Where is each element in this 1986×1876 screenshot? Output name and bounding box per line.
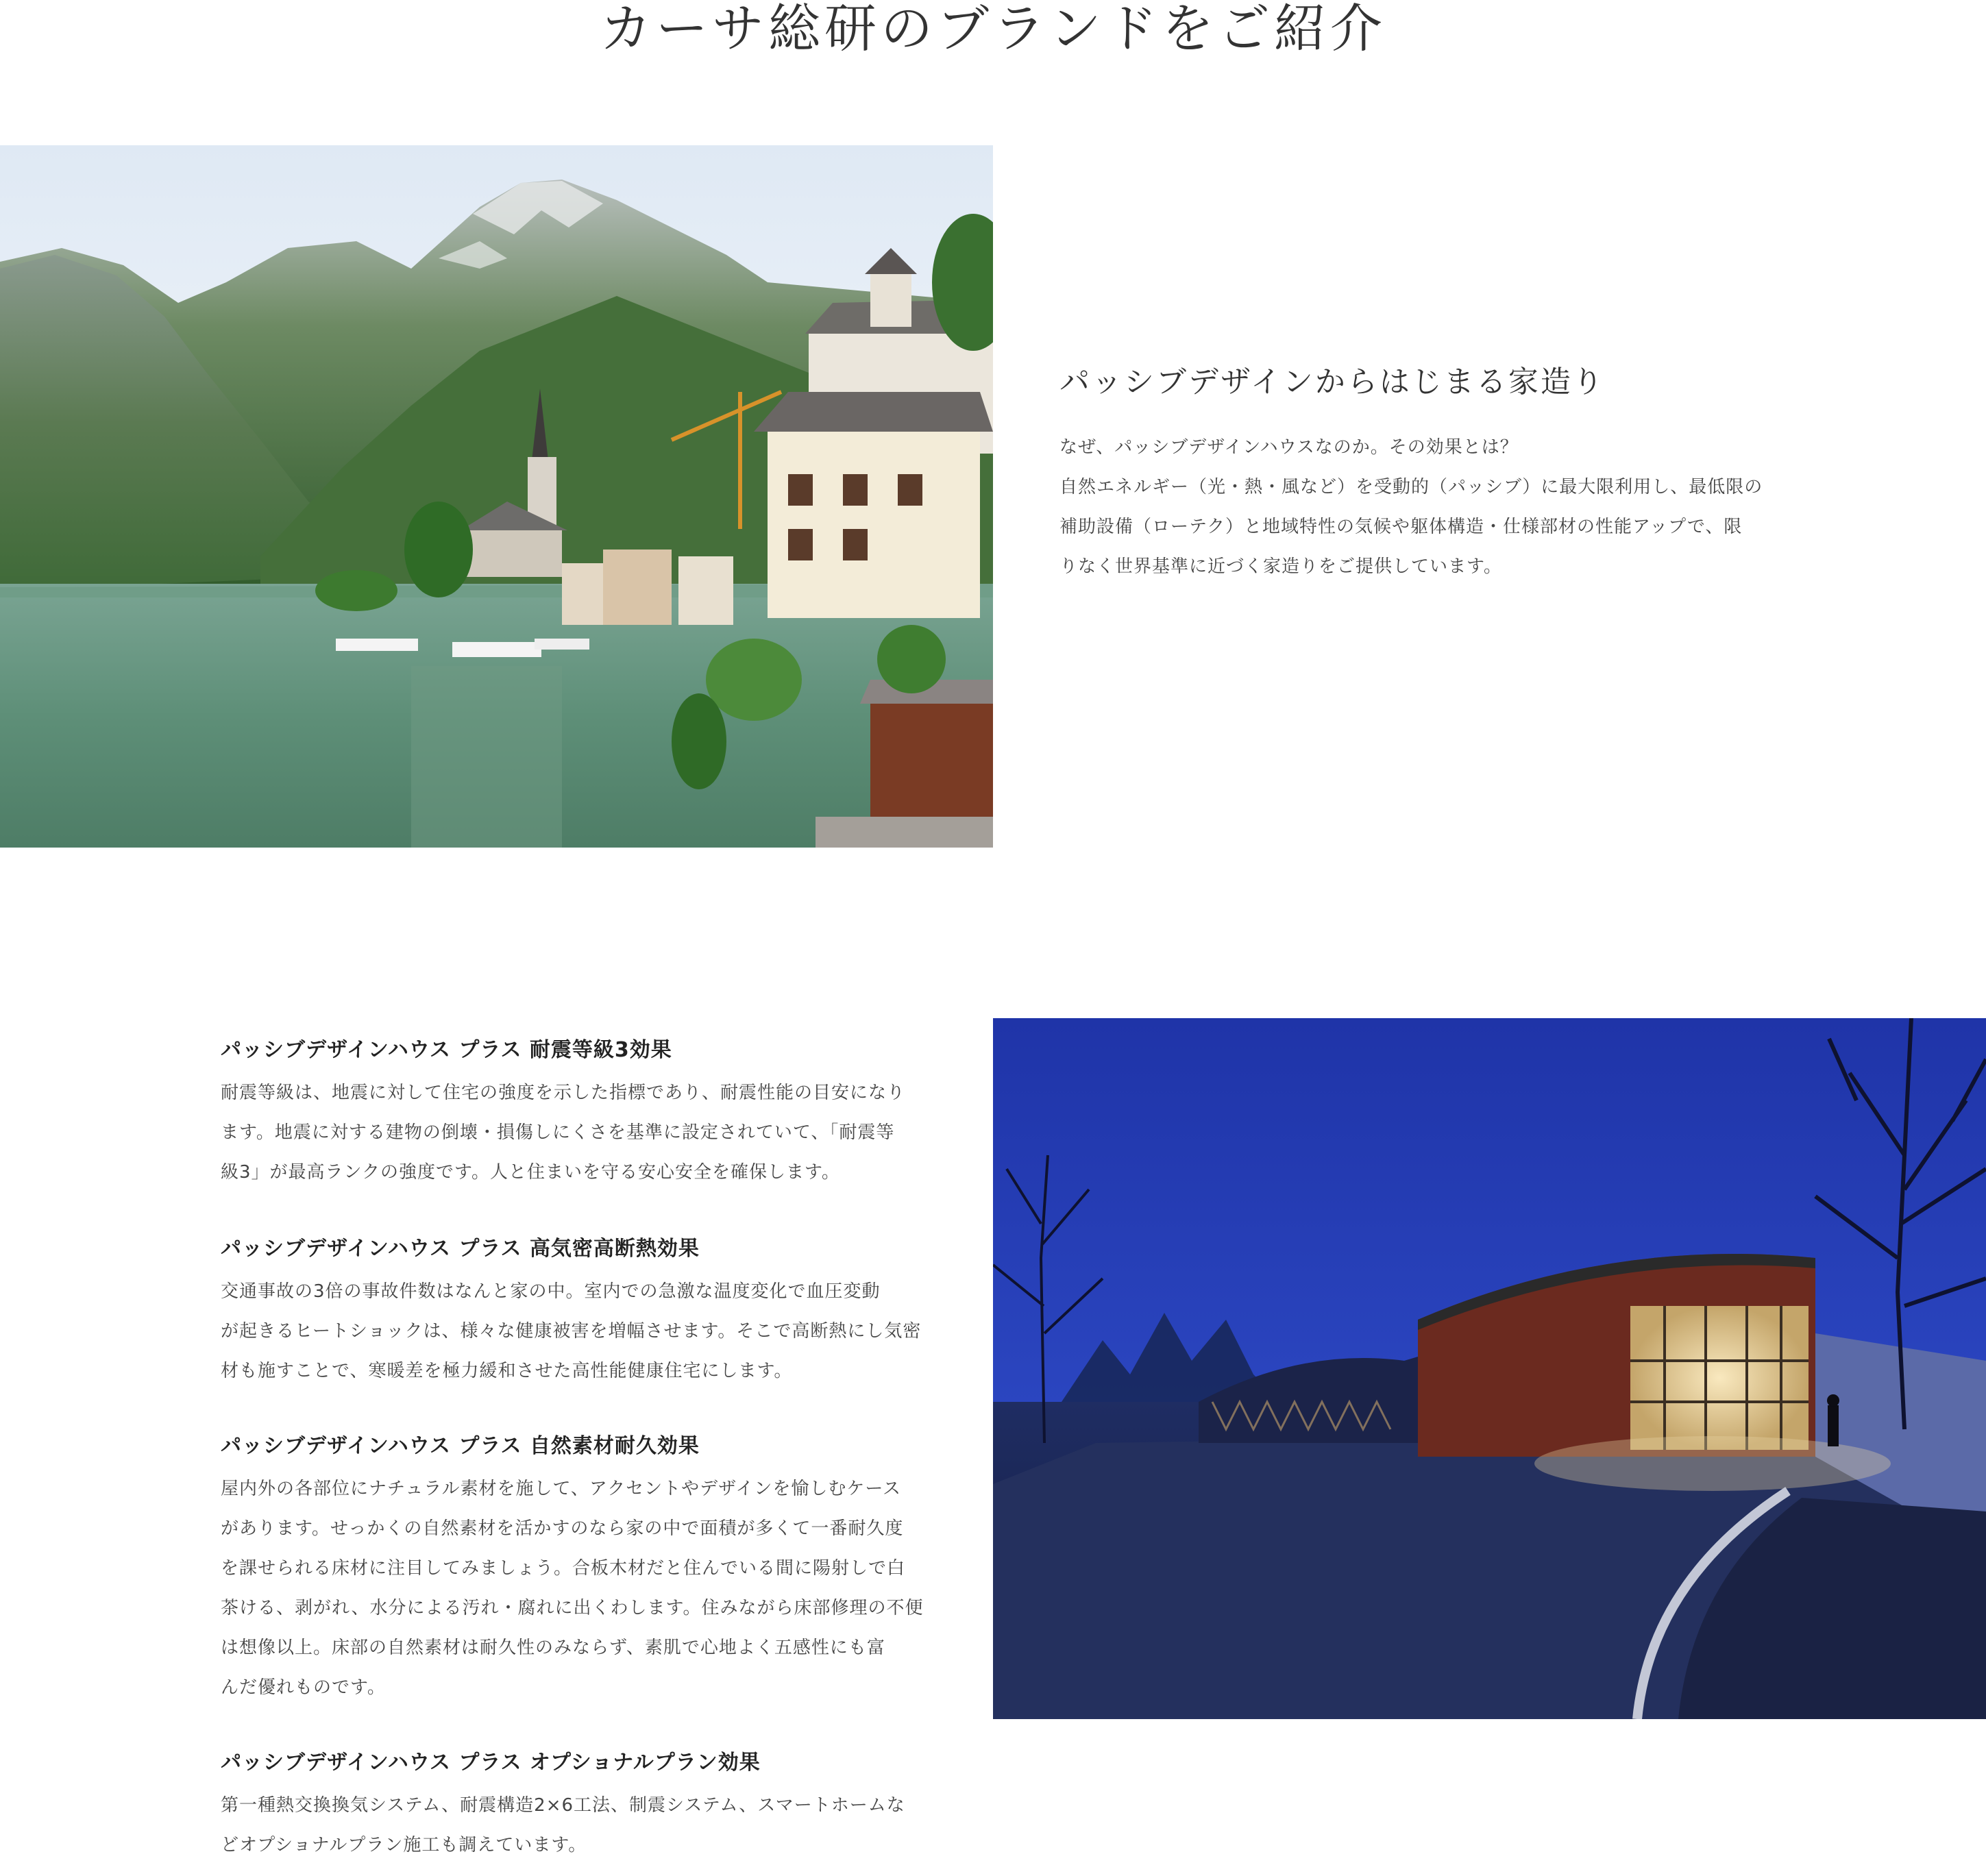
feature-body xyxy=(221,1073,905,1192)
feature-line: を課せられる床材に注目してみましょう。合板木材だと住んでいる間に陽射しで白 xyxy=(221,1558,906,1579)
feature-title: パッシブデザインハウス プラス 自然素材耐久効果 xyxy=(221,1434,700,1458)
passive-design-description xyxy=(1059,428,1786,587)
feature-body xyxy=(221,1272,921,1391)
feature-line: どオプショナルプラン施工も調えています。 xyxy=(221,1835,587,1855)
feature-title: パッシブデザインハウス プラス オプショナルプラン効果 xyxy=(221,1751,761,1775)
feature-line: が起きるヒートショックは、様々な健康被害を増幅させます。そこで高断熱にし気密 xyxy=(221,1321,922,1342)
feature-line: 耐震等級は、地震に対して住宅の強度を示した指標であり、耐震性能の目安になり xyxy=(221,1083,906,1103)
passive-line: 自然エネルギー（光・熱・風など）を受動的（パッシブ）に最大限利用し、最低限の xyxy=(1059,477,1763,497)
feature-line: ます。地震に対する建物の倒壊・損傷しにくさを基準に設定されていて、「耐震等 xyxy=(221,1122,895,1143)
passive-line: なぜ、パッシブデザインハウスなのか。その効果とは？ xyxy=(1059,437,1519,458)
feature-natural-materials xyxy=(221,1424,923,1707)
lake-village-photo xyxy=(0,145,993,848)
night-building-photo xyxy=(993,1018,1986,1719)
passive-line: 補助設備（ローテク）と地域特性の気候や躯体構造・仕様部材の性能アップで、限 xyxy=(1059,517,1743,537)
feature-line: 屋内外の各部位にナチュラル素材を施して、アクセントやデザインを愉しむケース xyxy=(221,1479,902,1499)
passive-design-section xyxy=(1059,362,1786,587)
feature-line: 茶ける、剥がれ、水分による汚れ・腐れに出くわします。住みながら床部修理の不便 xyxy=(221,1598,924,1618)
passive-design-heading: パッシブデザインからはじまる家造り xyxy=(1059,365,1605,399)
feature-line: は想像以上。床部の自然素材は耐久性のみならず、素肌で心地よく五感性にも富 xyxy=(221,1638,885,1658)
feature-title: パッシブデザインハウス プラス 高気密高断熱効果 xyxy=(221,1237,700,1261)
feature-body xyxy=(221,1469,923,1707)
passive-line: りなく世界基準に近づく家造りをご提供しています。 xyxy=(1059,556,1502,577)
feature-insulation xyxy=(221,1226,921,1391)
feature-line: んだ優れものです。 xyxy=(221,1677,386,1698)
page-title: カーサ総研のブランドをご紹介 xyxy=(600,0,1386,59)
feature-line: があります。せっかくの自然素材を活かすのなら家の中で面積が多くて一番耐久度 xyxy=(221,1518,904,1539)
feature-line: 材も施すことで、寒暖差を極力緩和させた高性能健康住宅にします。 xyxy=(221,1361,793,1381)
feature-optional-plans xyxy=(221,1740,905,1865)
feature-body xyxy=(221,1786,905,1865)
feature-title: パッシブデザインハウス プラス 耐震等級3効果 xyxy=(221,1038,672,1062)
lake-village-illustration xyxy=(0,145,993,848)
feature-line: 交通事故の3倍の事故件数はなんと家の中。室内での急激な温度変化で血圧変動 xyxy=(221,1281,881,1302)
feature-seismic xyxy=(221,1028,905,1192)
feature-line: 第一種熱交換換気システム、耐震構造2×6工法、制震システム、スマートホームな xyxy=(221,1795,905,1816)
feature-line: 級3」が最高ランクの強度です。人と住まいを守る安心安全を確保します。 xyxy=(221,1162,840,1183)
night-building-illustration xyxy=(993,1018,1986,1719)
